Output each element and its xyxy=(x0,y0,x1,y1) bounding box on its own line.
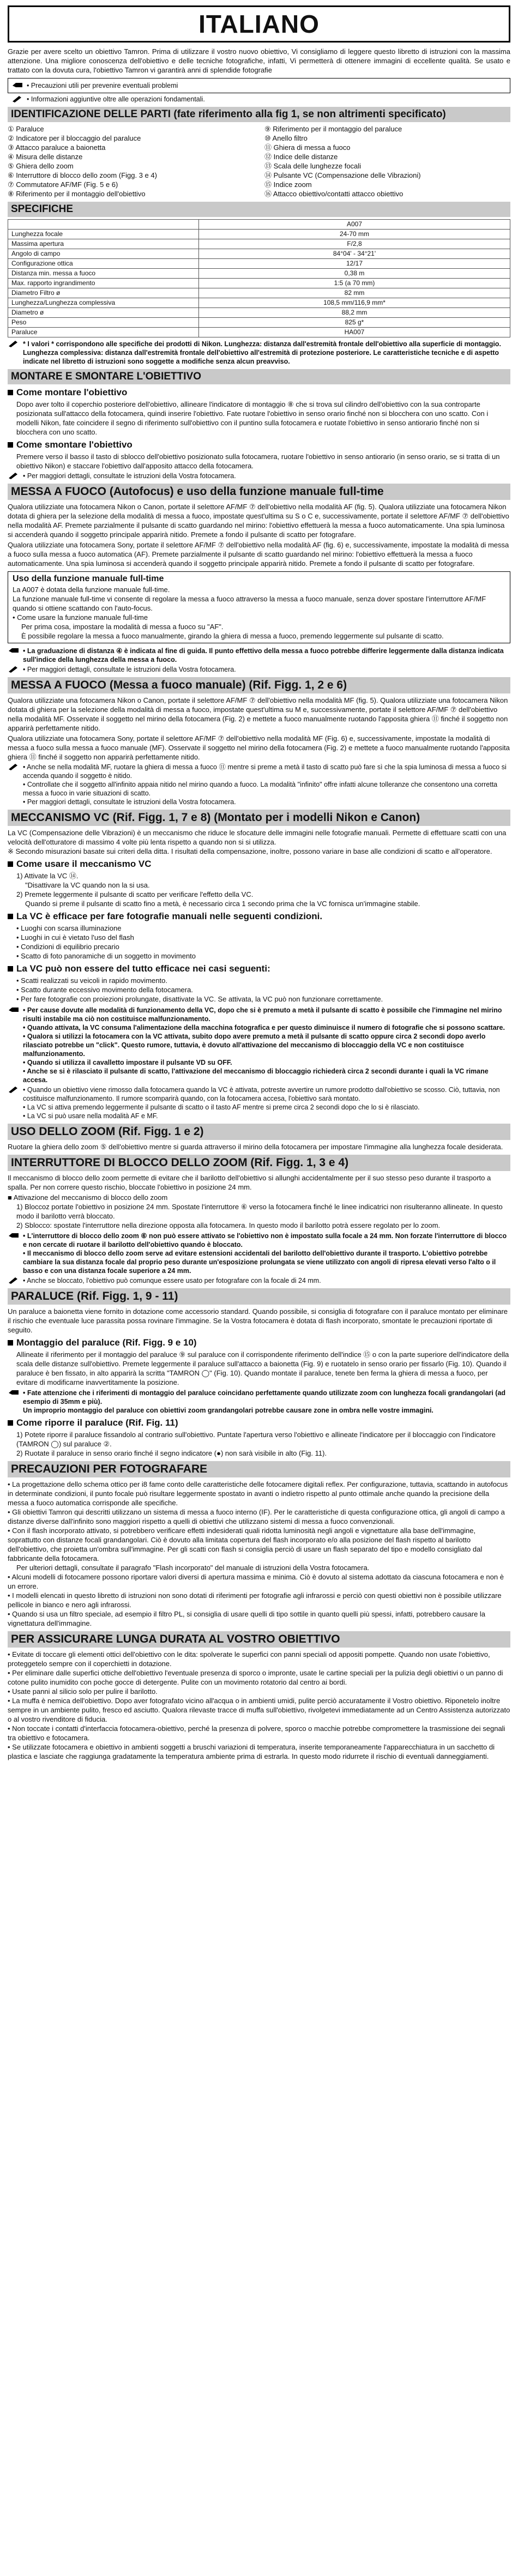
mount-note xyxy=(8,472,510,480)
part-item: ⑩ Anello filtro xyxy=(264,134,308,142)
intro-text: Grazie per avere scelto un obiettivo Tamron. Prima di utilizzare il vostro nuovo obiettivo, Vi consigliamo di leggere questo libretto di istruzioni con la massima attenzione. Una migliore conoscenza dell'obiettivo e delle tecniche fotografiche, infatti, Vi permetterà di ottenere immagini di eccellente qualità. Se usato e trattato con la dovuta cura, l'obiettivo Tamron vi garantirà anni di splendide fotografie xyxy=(8,47,510,74)
spec-label: Peso xyxy=(8,318,199,328)
mf-text-canon-nikon: Qualora utilizziate una fotocamera Nikon o Canon, portate il selettore AF/MF ⑦ dell'obiettivo nella modalità MF (fig. 5). Qualora utilizziate una fotocamera Nikon dotata di ghiera per la selezione della modalità di messa a fuoco, impostate quest'ultima su M e, successivamente, portate il selettore AF/MF ⑦ dell'obiettivo nella modalità MF. Osservate il soggetto nel mirino della fotocamera (Fig. 2) e mettete a fuoco manualmente ruotando l'apposita ghiera ⑪ finché il soggetto non apparirà perfettamente nitido. xyxy=(8,696,508,732)
mf-text-sony: Qualora utilizziate una fotocamera Sony, portate il selettore AF/MF ⑦ dell'obiettivo nella modalità MF (Fig. 6) e, successivamente, impostate la modalità di messa a fuoco sulla messa a fuoco manuale (MF). Osservate il soggetto nel mirino della fotocamera (Fig. 2) e mettete a fuoco manualmente ruotando l'apposita ghiera ⑪ finché il soggetto non apparirà perfettamente nitido. xyxy=(8,734,510,761)
caution-hand-icon xyxy=(8,1389,20,1396)
vc-not-effective-list xyxy=(8,976,510,1004)
vc-use-subheading: Come usare il meccanismo VC xyxy=(8,858,510,870)
spec-label xyxy=(8,220,199,230)
spec-label: Lunghezza focale xyxy=(8,230,199,239)
list-item: • Luoghi in cui è vietato l'uso del flash xyxy=(16,933,134,942)
spec-value: A007 xyxy=(198,220,510,230)
list-item: • Condizioni di equilibrio precario xyxy=(16,943,119,951)
spec-value: 1:5 (a 70 mm) xyxy=(198,279,510,288)
vc-info xyxy=(8,1085,510,1120)
spec-label: Angolo di campo xyxy=(8,249,199,259)
mf-note: • Per maggiori dettagli, consultate le istruzioni della Vostra fotocamera. xyxy=(23,798,236,806)
hood-remove-step: 2) Ruotate il paraluce in senso orario finché il segno indicatore (●) non sarà visibile in alto (Fig. 11). xyxy=(16,1449,327,1457)
zoom-lock-subheading: ■ Attivazione del meccanismo di blocco dello zoom xyxy=(8,1193,168,1202)
vc-use-steps xyxy=(8,871,510,908)
info-pencil-icon xyxy=(8,1276,20,1284)
table-row xyxy=(8,239,510,249)
spec-value: F/2,8 xyxy=(198,239,510,249)
care-heading: PER ASSICURARE LUNGA DURATA AL VOSTRO OBIETTIVO xyxy=(8,1631,510,1648)
table-row xyxy=(8,308,510,318)
spec-label: Configurazione ottica xyxy=(8,259,199,269)
info-pencil-icon xyxy=(8,763,20,770)
parts-right-column xyxy=(264,124,510,198)
caution-hand-icon xyxy=(8,1232,20,1239)
spec-value: 108,5 mm/116,9 mm* xyxy=(198,298,510,308)
table-row xyxy=(8,318,510,328)
vc-effective-subheading: La VC è efficace per fare fotografie manuali nelle seguenti condizioni. xyxy=(8,910,510,922)
list-item: • Per fare fotografie con proiezioni prolungate, disattivate la VC. Se attivata, la VC può non funzionare correttamente. xyxy=(16,995,383,1003)
fulltime-line: Per prima cosa, impostare la modalità di messa a fuoco su "AF". xyxy=(21,623,224,631)
part-item: ⑨ Riferimento per il montaggio del paraluce xyxy=(264,125,402,133)
list-item: • La progettazione dello schema ottico per i8 fame conto delle caratteristiche delle fotocamere digitali reflex. Per configurazione, tuttavia, scattando in autofocus in determinate condizioni, il punto focale può risultare leggermente spostato in avanti o indietro rispetto al punto ottimale anche quando la precisione della messa a fuoco automatica corrisponde alle specifiche. xyxy=(8,1480,508,1507)
list-item: • Scatti realizzati su veicoli in rapido movimento. xyxy=(16,976,167,985)
list-item: Per ulteriori dettagli, consultate il paragrafo "Flash incorporato" del manuale di istruzioni della Vostra fotocamera. xyxy=(16,1564,370,1572)
spec-note-text: * I valori * corrispondono alle specifiche dei prodotti di Nikon. Lunghezza: distanza dall'estremità frontale dell'obiettivo alla superficie di montaggio. Lunghezza complessiva: distanza dall'estremità frontale dell'obiettivo all'estremità di protezione posteriore. Le caratteristiche tecniche e di aspetto indicate nel libretto di istruzioni sono soggette a modifiche senza alcun preavviso. xyxy=(23,340,501,365)
spec-label: Diametro Filtro ø xyxy=(8,288,199,298)
care-list xyxy=(8,1650,510,1761)
spec-value: 84°04' - 34°21' xyxy=(198,249,510,259)
table-row xyxy=(8,259,510,269)
fulltime-box xyxy=(8,571,510,643)
af-note-info-text: • Per maggiori dettagli, consultate le istruzioni della Vostra fotocamera. xyxy=(23,666,236,673)
mf-notes xyxy=(8,763,510,806)
hood-remove-step: 1) Potete riporre il paraluce fissandolo al contrario sull'obiettivo. Puntate l'apertura verso l'obiettivo e allineate l'indicatore per il bloccaggio con l'indicatore (TAMRON ◯) sul paraluce ②. xyxy=(16,1431,496,1448)
hood-mount-text: Allineate il riferimento per il montaggio del paraluce ⑨ sul paraluce con il corrispondente riferimento dell'indice ⑮ o con la parte superiore dell'indicatore della scala delle distanze sull'obiettivo. Premete leggermente il paraluce sull'attacco a baionetta (Fig. 9) e ruotatelo in senso orario per fissarlo (Fig. 10). Quando il paraluce è ben fissato, in alto apparirà la scritta "TAMRON ◯" (Fig. 10). Quando montate il paraluce, tenete ben ferma la ghiera di messa a fuoco, per evitare di modificarne inavvertitamente la posizione. xyxy=(16,1350,509,1386)
parts-heading: IDENTIFICAZIONE DELLE PARTI (fate riferimento alla fig 1, se non altrimenti specificato) xyxy=(8,107,510,122)
vc-info-item: • La VC si può usare nella modalità AF e MF. xyxy=(23,1112,158,1120)
table-row xyxy=(8,328,510,337)
info-pencil-icon xyxy=(8,665,20,673)
spec-label: Massima apertura xyxy=(8,239,199,249)
unmount-subheading: Come smontare l'obiettivo xyxy=(8,439,510,451)
part-item: ③ Attacco paraluce a baionetta xyxy=(8,143,106,152)
zoom-heading: USO DELLO ZOOM (Rif. Figg. 1 e 2) xyxy=(8,1124,510,1140)
part-item: ⑫ Indice delle distanze xyxy=(264,153,338,161)
vc-effective-list xyxy=(8,924,510,961)
spec-label: Distanza min. messa a fuoco xyxy=(8,269,199,279)
list-item: • Se utilizzate fotocamera e obiettivo in ambienti soggetti a bruschi variazioni di temperatura, inserite temporaneamente l'apparecchiatura in un sacchetto di plastica e lasciate che raggiunga gradatamente la temperatura ambiente prima di estrarla. In questo modo ridurrete il rischio di eventuali danneggiamenti. xyxy=(8,1743,495,1760)
list-item: • Scatto di foto panoramiche di un soggetto in movimento xyxy=(16,952,196,960)
vc-step: 1) Attivate la VC ⑭. xyxy=(16,872,79,880)
vc-warning: • Qualora si utilizzi la fotocamera con la VC attivata, subito dopo avere premuto a metà il pulsante di scatto oppure circa 2 secondi dopo averlo rilasciato potrebbe un "click". Questo rumore, tuttavia, è dovuto all'attivazione del meccanismo di bloccaggio della VC e non costituisce malfunzionamento. xyxy=(23,1033,486,1058)
legend-info xyxy=(11,95,510,104)
vc-info-item: • Quando un obiettivo viene rimosso dalla fotocamera quando la VC è attivata, potreste avvertire un rumore prodotto dall'obiettivo se scosso. Ciò, tuttavia, non costituisce malfunzionamento. Il rumore scomparirà quando, con la fotocamera accesa, l'obiettivo sarà montato. xyxy=(23,1086,500,1102)
part-item: ④ Misura delle distanze xyxy=(8,153,83,161)
mf-heading: MESSA A FUOCO (Messa a fuoco manuale) (Rif. Figg. 1, 2 e 6) xyxy=(8,677,510,693)
spec-label: Diametro ø xyxy=(8,308,199,318)
part-item: ⑧ Riferimento per il montaggio dell'obiettivo xyxy=(8,190,146,198)
fulltime-line: La A007 è dotata della funzione manuale full-time. xyxy=(13,586,170,594)
vc-text: La VC (Compensazione delle Vibrazioni) è un meccanismo che riduce le sfocature delle immagini nelle fotografie manuali. Permette di effettuare scatti con una velocità dell'otturatore di massimo 4 volte più lenta rispetto a quando non si si utilizza. xyxy=(8,829,507,846)
vc-warning: • Quando attivata, la VC consuma l'alimentazione della macchina fotografica e per questo diminuisce il numero di fotografie che si possono scattare. xyxy=(23,1024,505,1031)
af-note-warning-text: • La graduazione di distanza ④ è indicata al fine di guida. Il punto effettivo della messa a fuoco potrebbe differire leggermente dalla distanza indicata sull'indice della lunghezza della messa a fuoco. xyxy=(23,647,504,663)
list-item: • Luoghi con scarsa illuminazione xyxy=(16,924,122,932)
zoom-lock-warning: • Il meccanismo di blocco dello zoom serve ad evitare estensioni accidentali del barilotto dell'obiettivo durante il trasporto. L'obiettivo potrebbe cambiare la sua distanza focale dal proprio peso durante un'esposizione prolungata se viene utilizzato con angoli di ripresa elevati verso l'alto o il basso e con una distanza focale superiore a 24 mm. xyxy=(23,1250,496,1275)
info-pencil-icon xyxy=(8,340,20,347)
mf-notes-list xyxy=(23,763,510,806)
fulltime-line: La funzione manuale full-time vi consente di regolare la messa a fuoco attraverso la messa a fuoco manuale, senza dover spostare l'interruttore AF/MF quando si ottiene scattando con l'auto-focus. xyxy=(13,595,486,612)
vc-not-effective-subheading: La VC può non essere del tutto efficace nei casi seguenti: xyxy=(8,963,510,975)
part-item: ① Paraluce xyxy=(8,125,44,133)
vc-warning: • Per cause dovute alle modalità di funzionamento della VC, dopo che si è premuto a metà il pulsante di scatto è possibile che l'immagine nel mirino risulti instabile ma ciò non costituisce malfunzionamento. xyxy=(23,1006,502,1023)
vc-info-item: • La VC si attiva premendo leggermente il pulsante di scatto o il tasto AF mentre si preme circa 2 secondi dopo che lo si è rilasciato. xyxy=(23,1103,420,1111)
part-item: ⑮ Indice zoom xyxy=(264,180,312,189)
caution-hand-icon xyxy=(8,647,20,654)
zoom-lock-warning: • L'interruttore di blocco dello zoom ⑥ non può essere attivato se l'obiettivo non è impostato sulla focale a 24 mm. Non forzate l'interruttore di blocco e non cercate di ruotare il barilotto dell'obiettivo quando è bloccato. xyxy=(23,1232,507,1248)
list-item: • Usate panni al silicio solo per pulire il barilotto. xyxy=(8,1687,158,1696)
list-item: • Quando si usa un filtro speciale, ad esempio il filtro PL, si consiglia di usare quelli di tipo sottile in quanto quelli più spessi, infatti, potrebbero causare la vignettatura dell'immagine. xyxy=(8,1610,486,1627)
spec-value: 12/17 xyxy=(198,259,510,269)
list-item: • Con il flash incorporato attivato, si potrebbero verificare effetti indesiderati quali ridotta luminosità negli angoli e vignettature alla base dell'immagine, soprattutto con distanze focali grandangolari. Ciò è dovuto alla limitata copertura del flash incorporato e/o alla posizione del flash rispetto al barilotto dell'obiettivo, che proietta un'ombra sull'immagine. Per gli scatti con flash si consiglia perciò di usare un flash separato del tipo e modello consigliato dal fabbricante della fotocamera. xyxy=(8,1527,483,1563)
parts-list xyxy=(8,124,510,198)
spec-value: 82 mm xyxy=(198,288,510,298)
vc-step: Quando si preme il pulsante di scatto fino a metà, è necessario circa 1 secondo prima che la VC fornisca un'immagine stabile. xyxy=(25,900,420,908)
vc-warning: • Quando si utilizza il cavalletto impostare il pulsante VD su OFF. xyxy=(23,1059,232,1066)
part-item: ⑬ Scala delle lunghezze focali xyxy=(264,162,362,170)
vc-heading: MECCANISMO VC (Rif. Figg. 1, 7 e 8) (Montato per i modelli Nikon e Canon) xyxy=(8,810,510,826)
info-pencil-icon xyxy=(8,1085,20,1093)
table-row xyxy=(8,298,510,308)
af-note-warning xyxy=(8,647,510,664)
page-title: ITALIANO xyxy=(198,10,320,38)
spec-value: 0,38 m xyxy=(198,269,510,279)
zoom-lock-info-text: • Anche se bloccato, l'obiettivo può comunque essere usato per fotografare con la focale di 24 mm. xyxy=(23,1277,321,1284)
table-row xyxy=(8,230,510,239)
table-row xyxy=(8,269,510,279)
table-row xyxy=(8,279,510,288)
spec-value: HA007 xyxy=(198,328,510,337)
af-text-sony: Qualora utilizziate una fotocamera Sony, portate il selettore AF/MF ⑦ dell'obiettivo nella modalità AF (fig. 6) e, successivamente, impostate la modalità di messa a fuoco sulla messa a fuoco automatica (AF). Premete parzialmente il pulsante di scatto guardando nel mirino: l'obiettivo effettuerà la messa a fuoco automaticamente. Una spia luminosa si accenderà quando il soggetto principale apparirà nitido. Premete a fondo il pulsante di scatto per fotografare. xyxy=(8,541,509,568)
af-text-canon-nikon: Qualora utilizziate una fotocamera Nikon o Canon, portate il selettore AF/MF ⑦ dell'obiettivo nella modalità AF (fig. 5). Qualora utilizziate una fotocamera Nikon dotata di ghiera per la selezione della modalità di messa a fuoco, impostate quest'ultima su S o C e, successivamente, portate il selettore AF/MF ⑦ dell'obiettivo nella modalità AF. Premete parzialmente il pulsante di scatto guardando nel mirino: l'obiettivo effettuerà la messa a fuoco automaticamente. Una spia luminosa si accenderà quando il soggetto principale apparirà nitido. Premete a fondo il pulsante di scatto per fotografare. xyxy=(8,503,509,539)
hood-warning: • Fate attenzione che i riferimenti di montaggio del paraluce coincidano perfettamente quando utilizzate zoom con lunghezza focali grandangolari (ad esempio di 35mm e più). xyxy=(23,1389,506,1405)
mount-subheading: Come montare l'obiettivo xyxy=(8,387,510,399)
spec-value: 88,2 mm xyxy=(198,308,510,318)
part-item: ⑪ Ghiera di messa a fuoco xyxy=(264,143,351,152)
legend-precautions xyxy=(11,81,507,90)
spec-table xyxy=(8,219,510,337)
legend-box xyxy=(8,78,510,93)
parts-left-column xyxy=(8,124,254,198)
info-pencil-icon xyxy=(11,95,23,102)
fulltime-heading: Uso della funzione manuale full-time xyxy=(13,574,164,583)
zoom-lock-step: 2) Sblocco: spostate l'interruttore nella direzione opposta alla fotocamera. In questo modo il barilotto potrà essere regolato per lo zoom. xyxy=(16,1221,441,1229)
vc-warning: • Anche se si è rilasciato il pulsante di scatto, l'attivazione del meccanismo di bloccaggio richiederà circa 2 secondi durante i quali la VC rimane accesa. xyxy=(23,1067,489,1084)
part-item: ⑥ Interruttore di blocco dello zoom (Figg. 3 e 4) xyxy=(8,171,157,179)
spec-label: Max. rapporto ingrandimento xyxy=(8,279,199,288)
info-pencil-icon xyxy=(8,472,20,479)
vc-asterisk: ※ Secondo misurazioni basate sui criteri della ditta. I risultati della compensazione, inoltre, possono variare in base alle condizioni di scatto e all'operatore. xyxy=(8,847,492,855)
mount-heading: MONTARE E SMONTARE L'OBIETTIVO xyxy=(8,369,510,384)
mf-note: • Anche se nella modalità MF, ruotare la ghiera di messa a fuoco ⑪ mentre si preme a metà il tasto di scatto può fare sì che la spia luminosa di messa a fuoco si accenda quando il soggetto è nitido. xyxy=(23,763,507,780)
list-item: • I modelli elencati in questo libretto di istruzioni non sono dotati di riferimenti per fotografie agli infrarossi e perciò con questi obiettivi non è possibile utilizzare pellicole in bianco e nero agli infrarossi. xyxy=(8,1591,502,1609)
hood-remove-subheading: Come riporre il paraluce (Rif. Fig. 11) xyxy=(8,1417,510,1429)
zoom-lock-heading: INTERRUTTORE DI BLOCCO DELLO ZOOM (Rif. Figg. 1, 3 e 4) xyxy=(8,1155,510,1171)
list-item: • Gli obiettivi Tamron qui descritti utilizzano un sistema di messa a fuoco interno (IF). Per le caratteristiche di questa configurazione ottica, gli angoli di campo a distanze diverse dall'infinito sono maggiori rispetto a quelli di obiettivi che utilizzano sistemi di messa a fuoco convenzionali. xyxy=(8,1508,505,1525)
part-item: ⑭ Pulsante VC (Compensazione delle Vibrazioni) xyxy=(264,171,421,179)
list-item: • Non toccate i contatti d'interfaccia fotocamera-obiettivo, perché la presenza di polvere, sporco o macchie potrebbe compromettere la trasmissione dei segnali tra obiettivo e fotocamera. xyxy=(8,1724,505,1742)
legend-info-text: • Informazioni aggiuntive oltre alle operazioni fondamentali. xyxy=(27,95,205,103)
spec-heading: SPECIFICHE xyxy=(8,202,510,217)
spec-note xyxy=(8,340,510,366)
hood-mount-subheading: Montaggio del paraluce (Rif. Figg. 9 e 10) xyxy=(8,1337,510,1349)
mount-note-text: • Per maggiori dettagli, consultate le istruzioni della Vostra fotocamera. xyxy=(23,472,236,480)
spec-value: 825 g* xyxy=(198,318,510,328)
precautions-heading: PRECAUZIONI PER FOTOGRAFARE xyxy=(8,1461,510,1477)
list-item: • Evitate di toccare gli elementi ottici dell'obiettivo con le dita: spolverate le superfici con panni speciali od appositi pompette. Quando non usate l'obiettivo, proteggetelo sempre con il coperchietti in dotazione. xyxy=(8,1650,490,1668)
caution-hand-icon xyxy=(8,1006,20,1013)
part-item: ② Indicatore per il bloccaggio del paraluce xyxy=(8,134,141,142)
mount-text: Dopo aver tolto il coperchio posteriore dell'obiettivo, allineare l'indicatore di montaggio ⑧ che si trova sul cilindro dell'obiettivo con la sua controparte posizionata sull'attacco della fotocamera, quindi inserire l'obiettivo. Fate ruotare l'obiettivo in senso orario finché non si blocchera con uno scatto. Con i modelli Nikon, fate coincidere il segno di riferimento sull'obiettivo con il puntino sulla fotocamera e ruotate l'obiettivo in senso antiorario finché non si blocchera con uno scatto. xyxy=(16,400,489,436)
list-item: • Alcuni modelli di fotocamere possono riportare valori diversi di apertura massima e minima. Ciò è dovuto al sistema adottato da ciascuna fotocamera e non è un errore. xyxy=(8,1573,504,1590)
table-row xyxy=(8,288,510,298)
list-item: • La muffa è nemica dell'obiettivo. Dopo aver fotografato vicino all'acqua o in ambienti umidi, pulite perciò accuratamente il Vostro obiettivo. Riponetelo inoltre sempre in un ambiente pulito, fresco ed asciutto. Qualora rilevaste tracce di muffa sull'obiettivo, rivolgetevi immediatamente ad un Centro Assistenza autorizzato o al vostro rivenditore di fiducia. xyxy=(8,1697,510,1723)
fulltime-line: • Come usare la funzione manuale full-time xyxy=(13,613,148,622)
fulltime-line: È possibile regolare la messa a fuoco manualmente, girando la ghiera di messa a fuoco, premendo leggermente sul pulsante di scatto. xyxy=(21,632,444,640)
list-item: • Per eliminare dalle superfici ottiche dell'obiettivo l'eventuale presenza di sporco o impronte, usate le cartine speciali per la pulizia degli obiettivi o un panno di cotone pulito inumidito con poche gocce di detergente. Pulite con un movimento rotatorio dal centro ai bordi. xyxy=(8,1669,503,1686)
zoom-lock-steps xyxy=(8,1202,510,1230)
part-item: ⑯ Attacco obiettivo/contatti attacco obiettivo xyxy=(264,190,403,198)
hood-warnings xyxy=(8,1389,510,1415)
table-row xyxy=(8,220,510,230)
vc-warnings-list xyxy=(23,1006,510,1084)
spec-value: 24-70 mm xyxy=(198,230,510,239)
af-note-info xyxy=(8,665,510,674)
spec-label: Lunghezza/Lunghezza complessiva xyxy=(8,298,199,308)
zoom-lock-warnings-list xyxy=(23,1232,510,1275)
vc-warnings xyxy=(8,1006,510,1084)
hood-remove-steps xyxy=(8,1430,510,1458)
zoom-lock-text: Il meccanismo di blocco dello zoom permette di evitare che il barilotto dell'obiettivo si allunghi accidentalmente per il suo stesso peso durante il trasporto a spalla. Per non correre questo rischio, bloccate l'obiettivo in posizione 24 mm. xyxy=(8,1174,491,1191)
zoom-lock-info xyxy=(8,1276,510,1285)
hood-warning: Un improprio montaggio del paraluce con obiettivi zoom grandangolari potrebbe causare zone in ombra nelle vostre immagini. xyxy=(23,1407,433,1414)
title-box xyxy=(8,5,510,43)
zoom-lock-step: 1) Bloccoz portate l'obiettivo in posizione 24 mm. Spostate l'interruttore ⑥ verso la fotocamera finché le linee indicatrici non risulteranno allineate. In questo modo il barilotto verrà bloccato. xyxy=(16,1203,503,1220)
vc-step: "Disattivare la VC quando non la si usa. xyxy=(25,881,150,889)
vc-step: 2) Premete leggermente il pulsante di scatto per verificare l'effetto della VC. xyxy=(16,890,254,898)
legend-precautions-text: • Precauzioni utili per prevenire eventuali problemi xyxy=(27,82,178,89)
hood-heading: PARALUCE (Rif. Figg. 1, 9 - 11) xyxy=(8,1288,510,1305)
zoom-text: Ruotare la ghiera dello zoom ⑤ dell'obiettivo mentre si guarda attraverso il mirino della fotocamera per impostare l'immagine alla lunghezza focale desiderata. xyxy=(8,1143,503,1151)
part-item: ⑦ Commutatore AF/MF (Fig. 5 e 6) xyxy=(8,180,118,189)
af-heading: MESSA A FUOCO (Autofocus) e uso della funzione manuale full-time xyxy=(8,484,510,500)
unmount-text: Premere verso il basso il tasto di sblocco dell'obiettivo posizionato sulla fotocamera, ruotare l'obiettivo in senso antiorario (in senso orario, se si tratta di un obiettivo Nikon) e staccare l'obiettivo dall'apposito attacco della fotocamera. xyxy=(16,453,500,470)
vc-info-list xyxy=(23,1085,510,1120)
precautions-list xyxy=(8,1480,510,1628)
mf-note: • Controllate che il soggetto all'infinito appaia nitido nel mirino quando a fuoco. La modalità "infinito" offre infatti alcune tolleranze che consentono una corretta messa a fuoco in varie situazioni di scatto. xyxy=(23,781,498,797)
hood-warnings-list xyxy=(23,1389,510,1415)
caution-hand-icon xyxy=(11,81,23,89)
spec-label: Paraluce xyxy=(8,328,199,337)
zoom-lock-warnings xyxy=(8,1232,510,1275)
part-item: ⑤ Ghiera dello zoom xyxy=(8,162,74,170)
table-row xyxy=(8,249,510,259)
list-item: • Scatto durante eccessivo movimento della fotocamera. xyxy=(16,986,193,994)
hood-text: Un paraluce a baionetta viene fornito in dotazione come accessorio standard. Quando possibile, si consiglia di fotografare con il paraluce montato per eliminare il rischio che eventuale luce parassita possa rovinare l'immagine. Se la Vostra fotocamera è dotata di flash incorporato, smontate le precauzioni riportate di seguito. xyxy=(8,1307,508,1334)
